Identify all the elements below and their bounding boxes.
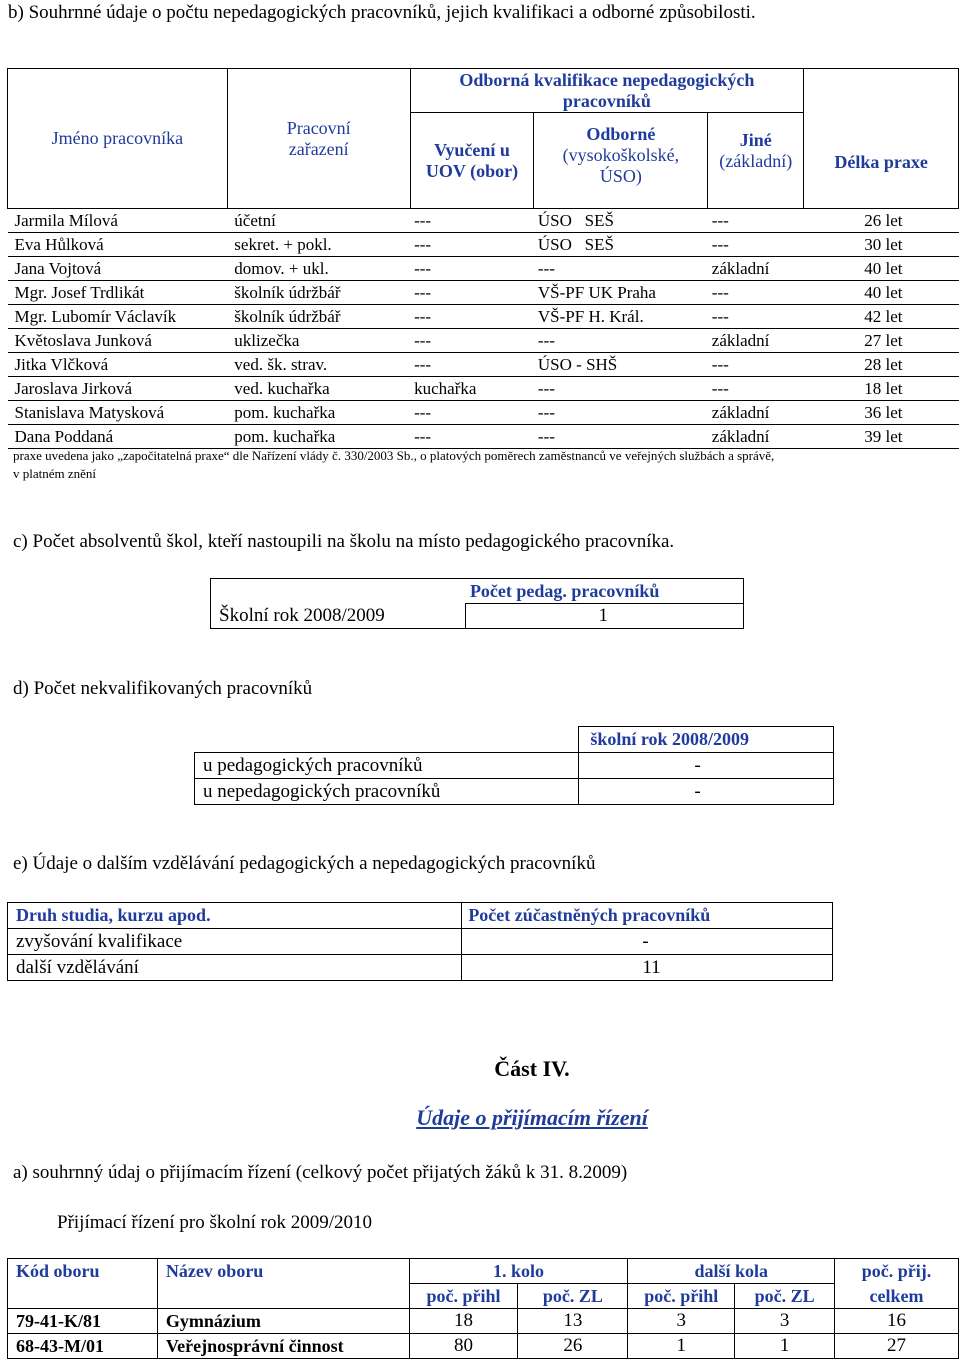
staff-apprenticeship: --- [410, 209, 534, 233]
admission-r1-applied: 18 [409, 1309, 518, 1334]
admission-name: Veřejnosprávní činnost [157, 1334, 409, 1359]
education-header-right: Počet zúčastněných pracovníků [462, 903, 833, 929]
graduates-row-value: 1 [466, 604, 744, 629]
education-row [8, 929, 833, 955]
header-practice: Délka praxe [804, 69, 959, 209]
staff-row [8, 377, 959, 401]
admission-table [7, 1258, 959, 1359]
part-iv-subtitle: Údaje o přijímacím řízení [416, 1105, 648, 1130]
staff-professional: --- [534, 401, 708, 425]
admission-h-name: Název oboru [157, 1259, 409, 1284]
staff-name: Dana Poddaná [8, 425, 228, 449]
graduates-header-empty [211, 579, 466, 604]
admission-name: Gymnázium [157, 1309, 409, 1334]
education-value: - [462, 929, 833, 955]
staff-practice: 27 let [804, 329, 959, 353]
staff-other: --- [708, 233, 804, 257]
staff-position: domov. + ukl. [227, 257, 410, 281]
staff-position: ved. šk. strav. [227, 353, 410, 377]
staff-position: školník údržbář [227, 305, 410, 329]
education-row [8, 955, 833, 981]
admission-h-more-applied: poč. přihl [628, 1284, 735, 1309]
staff-practice: 39 let [804, 425, 959, 449]
unqualified-header-empty [195, 727, 579, 753]
part-iv-title: Část IV. [494, 1056, 570, 1081]
staff-position: školník údržbář [227, 281, 410, 305]
staff-apprenticeship: --- [410, 425, 534, 449]
admission-item-a: a) souhrnný údaj o přijímacím řízení (celkový počet přijatých žáků k 31. 8.2009) [13, 1162, 628, 1183]
header-professional [534, 113, 708, 209]
staff-name: Mgr. Josef Trdlikát [8, 281, 228, 305]
staff-name: Květoslava Junková [8, 329, 228, 353]
header-other [708, 113, 804, 209]
admission-r1-applied: 80 [409, 1334, 518, 1359]
section-c-title: c) Počet absolventů škol, kteří nastoupili na školu na místo pedagogického pracovníka. [13, 531, 675, 552]
staff-professional: --- [534, 377, 708, 401]
staff-practice: 40 let [804, 281, 959, 305]
staff-other: základní [708, 329, 804, 353]
staff-name: Jana Vojtová [8, 257, 228, 281]
header-apprenticeship: Vyučení u UOV (obor) [410, 113, 534, 209]
admission-h-code-empty [8, 1284, 158, 1309]
staff-name: Stanislava Matysková [8, 401, 228, 425]
staff-professional: ÚSO - SHŠ [534, 353, 708, 377]
staff-professional: VŠ-PF H. Král. [534, 305, 708, 329]
admission-h-r1-applied: poč. přihl [409, 1284, 518, 1309]
unqualified-row [195, 753, 834, 779]
staff-professional: --- [534, 425, 708, 449]
header-qualification: Odborná kvalifikace nepedagogických pracovníků [410, 69, 804, 113]
education-header-left: Druh studia, kurzu apod. [8, 903, 462, 929]
staff-professional: --- [534, 257, 708, 281]
graduates-table [210, 578, 744, 629]
staff-professional: --- [534, 329, 708, 353]
unqualified-header: školní rok 2008/2009 [579, 727, 834, 753]
staff-apprenticeship: --- [410, 281, 534, 305]
education-label: další vzdělávání [8, 955, 462, 981]
admission-h-total2: celkem [835, 1284, 959, 1309]
staff-position: sekret. + pokl. [227, 233, 410, 257]
header-professional-sub: (vysokoškolské, ÚSO) [562, 145, 680, 186]
staff-practice: 18 let [804, 377, 959, 401]
admission-more-zl: 1 [735, 1334, 835, 1359]
staff-row [8, 425, 959, 449]
header-professional-title: Odborné [586, 124, 656, 144]
staff-table [7, 68, 959, 449]
admission-caption: Přijímací řízení pro školní rok 2009/2010 [57, 1212, 373, 1233]
admission-h-name-empty [157, 1284, 409, 1309]
staff-position: účetní [227, 209, 410, 233]
admission-row [8, 1334, 959, 1359]
staff-name: Jarmila Mílová [8, 209, 228, 233]
section-b-title: b) Souhrnné údaje o počtu nepedagogických pracovníků, jejich kvalifikaci a odborné způsobilosti. [8, 2, 756, 23]
admission-h-code: Kód oboru [8, 1259, 158, 1284]
unqualified-label: u nepedagogických pracovníků [195, 779, 579, 805]
staff-name: Eva Hůlková [8, 233, 228, 257]
education-label: zvyšování kvalifikace [8, 929, 462, 955]
staff-row [8, 257, 959, 281]
practice-note-line1: praxe uvedena jako „započitatelná praxe“ dle Nařízení vlády č. 330/2003 Sb., o platových poměrech zaměstnanců ve veřejných službách a správě, [13, 448, 775, 463]
staff-position: pom. kuchařka [227, 401, 410, 425]
staff-apprenticeship: --- [410, 257, 534, 281]
staff-other: --- [708, 377, 804, 401]
graduates-row-label: Školní rok 2008/2009 [211, 604, 466, 629]
staff-practice: 40 let [804, 257, 959, 281]
staff-apprenticeship: --- [410, 329, 534, 353]
unqualified-value: - [579, 753, 834, 779]
header-other-title: Jiné [739, 129, 772, 150]
admission-h-more: další kola [628, 1259, 835, 1284]
admission-more-applied: 3 [628, 1309, 735, 1334]
staff-apprenticeship: --- [410, 401, 534, 425]
staff-position: ved. kuchařka [227, 377, 410, 401]
staff-practice: 28 let [804, 353, 959, 377]
section-e-title: e) Údaje o dalším vzdělávání pedagogických a nepedagogických pracovníků [13, 853, 596, 874]
staff-row [8, 281, 959, 305]
unqualified-label: u pedagogických pracovníků [195, 753, 579, 779]
admission-code: 68-43-M/01 [8, 1334, 158, 1359]
staff-name: Jaroslava Jirková [8, 377, 228, 401]
staff-other: základní [708, 401, 804, 425]
admission-r1-zl: 26 [518, 1334, 628, 1359]
staff-other: --- [708, 209, 804, 233]
staff-row [8, 305, 959, 329]
admission-more-applied: 1 [628, 1334, 735, 1359]
unqualified-table [194, 726, 834, 805]
staff-row [8, 329, 959, 353]
staff-row [8, 209, 959, 233]
admission-r1-zl: 13 [518, 1309, 628, 1334]
unqualified-row [195, 779, 834, 805]
admission-total: 16 [835, 1309, 959, 1334]
practice-note [13, 447, 774, 483]
header-position: Pracovní zařazení [227, 69, 410, 209]
staff-practice: 30 let [804, 233, 959, 257]
admission-h-round1: 1. kolo [409, 1259, 628, 1284]
header-other-sub: (základní) [719, 150, 793, 171]
staff-apprenticeship: --- [410, 233, 534, 257]
admission-code: 79-41-K/81 [8, 1309, 158, 1334]
staff-position: uklizečka [227, 329, 410, 353]
admission-h-more-zl: poč. ZL [735, 1284, 835, 1309]
staff-apprenticeship: --- [410, 353, 534, 377]
section-d-title: d) Počet nekvalifikovaných pracovníků [13, 678, 313, 699]
staff-professional: VŠ-PF UK Praha [534, 281, 708, 305]
staff-apprenticeship: kuchařka [410, 377, 534, 401]
staff-position: pom. kuchařka [227, 425, 410, 449]
staff-professional: ÚSO SEŠ [534, 209, 708, 233]
admission-h-total1: poč. přij. [835, 1259, 959, 1284]
admission-h-r1-zl: poč. ZL [518, 1284, 628, 1309]
graduates-header: Počet pedag. pracovníků [466, 579, 744, 604]
admission-row [8, 1309, 959, 1334]
admission-total: 27 [835, 1334, 959, 1359]
unqualified-value: - [579, 779, 834, 805]
staff-professional: ÚSO SEŠ [534, 233, 708, 257]
staff-other: --- [708, 281, 804, 305]
staff-other: základní [708, 425, 804, 449]
staff-row [8, 233, 959, 257]
staff-practice: 26 let [804, 209, 959, 233]
staff-practice: 42 let [804, 305, 959, 329]
staff-apprenticeship: --- [410, 305, 534, 329]
staff-name: Jitka Vlčková [8, 353, 228, 377]
education-table [7, 902, 833, 981]
staff-practice: 36 let [804, 401, 959, 425]
staff-other: --- [708, 353, 804, 377]
practice-note-line2: v platném znění [13, 466, 97, 481]
staff-other: základní [708, 257, 804, 281]
admission-more-zl: 3 [735, 1309, 835, 1334]
staff-other: --- [708, 305, 804, 329]
staff-row [8, 353, 959, 377]
staff-row [8, 401, 959, 425]
staff-name: Mgr. Lubomír Václavík [8, 305, 228, 329]
header-name: Jméno pracovníka [8, 69, 228, 209]
education-value: 11 [462, 955, 833, 981]
